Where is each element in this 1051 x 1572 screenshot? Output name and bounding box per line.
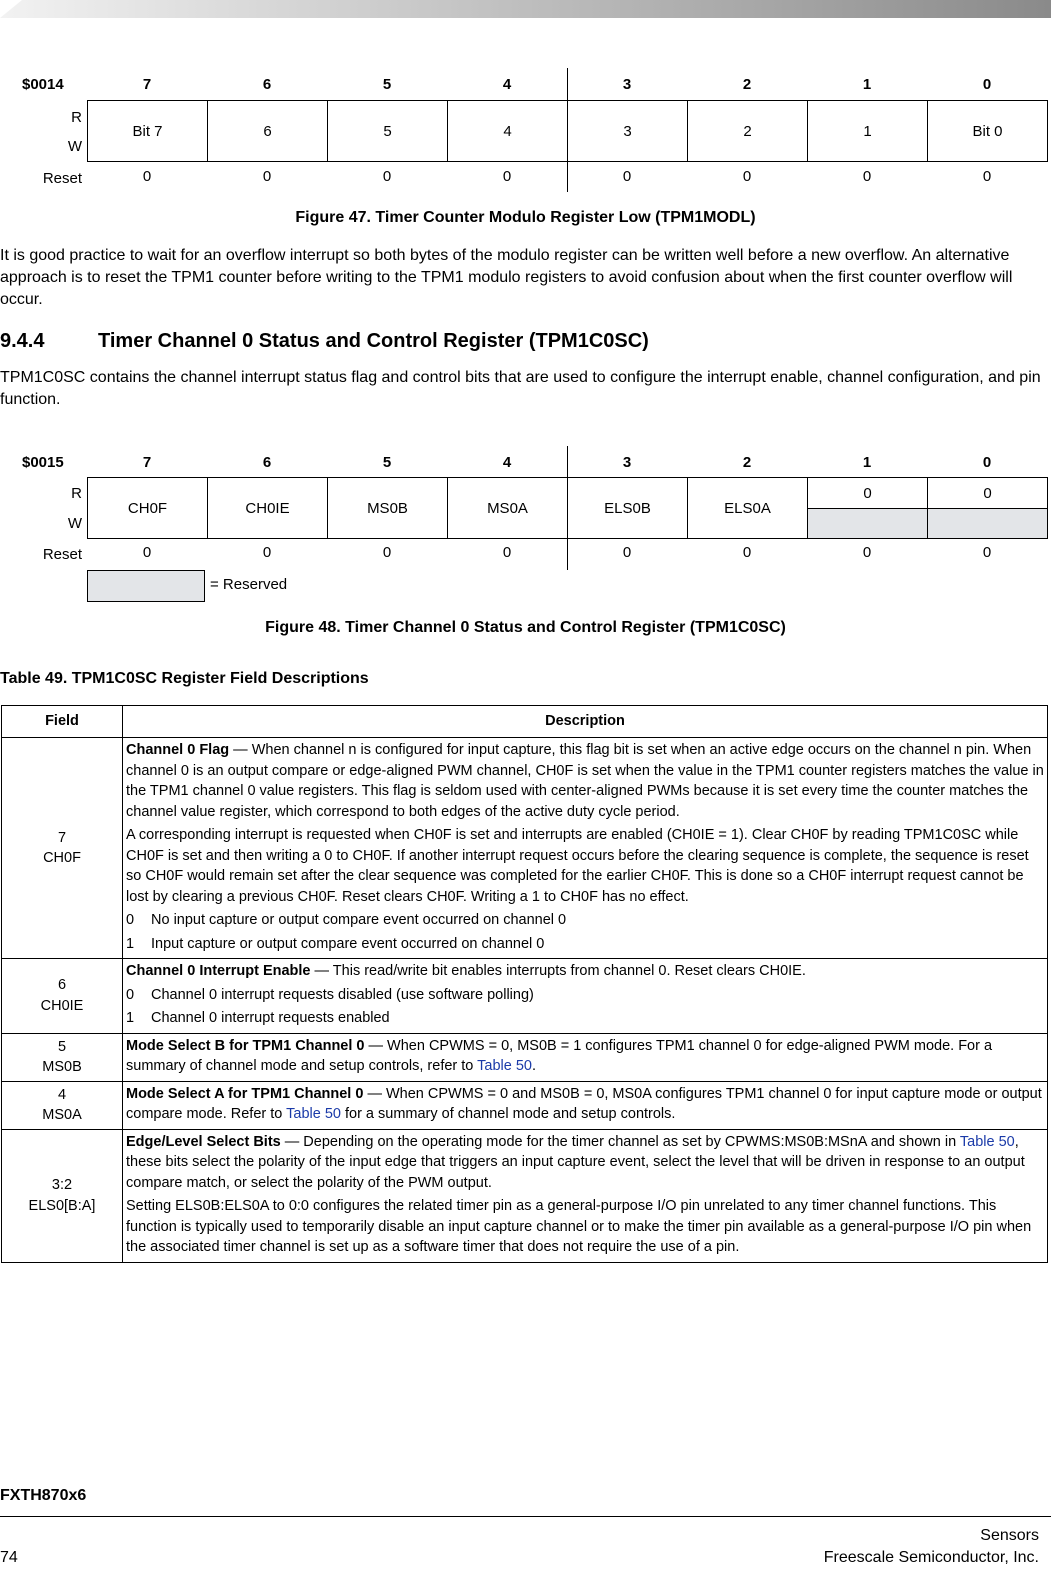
read-label: R xyxy=(71,485,82,502)
description-cell xyxy=(123,1081,1048,1129)
register-bit-read-only: 0 xyxy=(927,477,1048,509)
bit-number: 2 xyxy=(742,76,752,93)
register-bit-ms0a: MS0A xyxy=(447,477,568,539)
field-bit: 3:2 xyxy=(51,1177,73,1193)
register-bit-cell: Bit 7 xyxy=(87,100,208,162)
register-bit-cell: 1 xyxy=(807,100,928,162)
description-paragraph xyxy=(126,1084,1044,1125)
register-bit-ms0b: MS0B xyxy=(327,477,448,539)
field-name: CH0F xyxy=(43,850,81,866)
reserved-legend-label: = Reserved xyxy=(210,576,288,593)
description-cell xyxy=(123,738,1048,959)
description-text: , these bits select the polarity of the input edge that triggers an input capture event, select the level that will be driven in response to an output compare match, or select the polarity of the PWM output. xyxy=(126,1133,1025,1191)
bit-number: 1 xyxy=(862,76,872,93)
field-name: CH0IE xyxy=(40,997,84,1014)
register-bit-cell: 3 xyxy=(567,100,688,162)
field-title: Edge/Level Select Bits xyxy=(126,1133,281,1150)
body-paragraph: It is good practice to wait for an overflow interrupt so both bytes of the modulo register can be written well before a new overflow. An alternative approach is to reset the TPM1 counter before writing to the TPM1 modulo registers to avoid confusion about when the first counter overflow will occur. xyxy=(0,247,1013,308)
description-cell xyxy=(123,959,1048,1034)
reset-value: 0 xyxy=(982,544,992,561)
description-text: . xyxy=(531,1058,536,1074)
table-50-link[interactable]: Table 50 xyxy=(286,1106,341,1122)
reset-label: Reset xyxy=(42,546,82,563)
enum-item xyxy=(126,934,1044,955)
enum-key: 0 xyxy=(126,986,135,1003)
reset-value: 0 xyxy=(742,168,752,185)
footer-divider xyxy=(0,1516,1051,1517)
footer-category: Sensors xyxy=(980,1527,1039,1544)
register-bit-cell: 6 xyxy=(207,100,328,162)
enum-text: Channel 0 interrupt requests enabled xyxy=(151,1010,390,1026)
bit-number: 3 xyxy=(622,454,632,471)
description-paragraph xyxy=(126,740,1044,822)
read-label: R xyxy=(71,109,82,126)
reset-value: 0 xyxy=(262,544,272,561)
description-text: — Depending on the operating mode for the timer channel as set by CPWMS:MS0B:MSnA and shown in xyxy=(280,1133,960,1150)
section-title: Timer Channel 0 Status and Control Register (TPM1C0SC) xyxy=(98,330,649,352)
table-50-link[interactable]: Table 50 xyxy=(477,1058,532,1074)
reset-value: 0 xyxy=(742,544,752,561)
description-paragraph xyxy=(126,1132,1044,1194)
enum-text: No input capture or output compare event occurred on channel 0 xyxy=(151,912,567,928)
field-name: MS0B xyxy=(42,1059,82,1075)
header-bar xyxy=(0,0,1051,20)
reset-value: 0 xyxy=(622,544,632,561)
field-title: Mode Select A for TPM1 Channel 0 xyxy=(126,1085,364,1102)
register-bit-cell: 4 xyxy=(447,100,568,162)
field-cell xyxy=(2,738,123,959)
description-text: for a summary of channel mode and setup controls. xyxy=(340,1106,676,1122)
bit-number: 6 xyxy=(262,454,272,471)
table-50-link[interactable]: Table 50 xyxy=(959,1133,1015,1150)
table-header-row xyxy=(2,706,1048,738)
enum-text: Input capture or output compare event occurred on channel 0 xyxy=(151,935,545,952)
field-bit: 7 xyxy=(57,829,67,846)
register-bit-els0b: ELS0B xyxy=(567,477,688,539)
table-caption: Table 49. TPM1C0SC Register Field Descriptions xyxy=(0,670,369,687)
reset-value: 0 xyxy=(502,544,512,561)
enum-key: 0 xyxy=(126,912,135,928)
enum-item xyxy=(126,910,1044,931)
register-bit-ch0ie: CH0IE xyxy=(207,477,328,539)
field-bit: 4 xyxy=(57,1086,67,1103)
reset-value: 0 xyxy=(142,544,152,561)
bit-number: 6 xyxy=(262,76,272,93)
register-bit-cell: 5 xyxy=(327,100,448,162)
enum-key: 1 xyxy=(126,1010,135,1026)
table-row xyxy=(2,738,1048,959)
column-header-description: Description xyxy=(123,706,1048,738)
reset-value: 0 xyxy=(862,168,872,185)
reset-value: 0 xyxy=(502,168,512,185)
table-row xyxy=(2,1081,1048,1129)
field-name: ELS0[B:A] xyxy=(28,1197,96,1214)
bit-number: 5 xyxy=(382,76,392,93)
section-number: 9.4.4 xyxy=(0,330,45,352)
field-title: Channel 0 Interrupt Enable xyxy=(126,963,311,979)
field-cell xyxy=(2,1033,123,1081)
reset-value: 0 xyxy=(982,168,992,185)
description-paragraph xyxy=(126,961,1044,982)
document-id: FXTH870x6 xyxy=(0,1487,87,1504)
register-diagram-tpm1c0sc xyxy=(0,446,1051,606)
register-diagram-tpm1modl xyxy=(0,68,1051,198)
page-number: 74 xyxy=(0,1549,18,1566)
register-address: $0014 xyxy=(22,76,64,93)
figure-caption: Figure 48. Timer Channel 0 Status and Control Register (TPM1C0SC) xyxy=(265,619,786,636)
enum-item xyxy=(126,985,1044,1006)
description-text: — This read/write bit enables interrupts from channel 0. Reset clears CH0IE. xyxy=(310,963,806,979)
description-paragraph xyxy=(126,1036,1044,1077)
reset-value: 0 xyxy=(622,168,632,185)
field-cell xyxy=(2,1129,123,1262)
write-label: W xyxy=(67,515,82,532)
field-name: MS0A xyxy=(42,1107,82,1123)
register-bit-cell: 2 xyxy=(687,100,808,162)
description-cell xyxy=(123,1129,1048,1262)
description-text: — When channel n is configured for input capture, this flag bit is set when an active edge occurs on the channel n pin. When channel 0 is an output compare or edge-aligned PWM channel, CH0F is set when the value in the TPM1 counter registers matches the value in the TPM1 channel 0 value registers. This flag is seldom used with center-aligned PWMs because it is set every time the counter matches the channel value register, which correspond to both edges of the active duty cycle period. xyxy=(126,742,1044,820)
description-text: — When CPWMS = 0 and MS0B = 0, MS0A configures TPM1 channel 0 for input capture mode or output compare mode. Refer to xyxy=(126,1085,1042,1122)
reset-value: 0 xyxy=(382,168,392,185)
reset-value: 0 xyxy=(142,168,152,185)
reset-label: Reset xyxy=(42,170,82,187)
description-paragraph: A corresponding interrupt is requested when CH0F is set and interrupts are enabled (CH0IE = 1). Clear CH0F by reading TPM1C0SC while CH0F is set and then writing a 0 to CH0F. If another interrupt request occurs before the clearing sequence is complete, the sequence is reset so CH0F would remain set after the clear sequence was completed for the earlier CH0F. This is done so a CH0F interrupt request cannot be lost by clearing a previous CH0F. Reset clears CH0F. Writing a 1 to CH0F has no effect. xyxy=(126,827,1029,905)
field-title: Channel 0 Flag xyxy=(126,742,230,758)
field-cell xyxy=(2,959,123,1034)
footer-company: Freescale Semiconductor, Inc. xyxy=(823,1549,1039,1566)
register-address: $0015 xyxy=(22,454,64,471)
bit-number: 3 xyxy=(622,76,632,93)
field-description-table xyxy=(1,705,1048,1263)
write-label: W xyxy=(67,138,82,155)
bit-number: 1 xyxy=(862,454,872,471)
bit-number: 2 xyxy=(742,454,752,471)
reserved-bit-cell xyxy=(927,508,1048,539)
table-row xyxy=(2,1129,1048,1262)
figure-caption: Figure 47. Timer Counter Modulo Register Low (TPM1MODL) xyxy=(295,209,756,226)
description-paragraph: Setting ELS0B:ELS0A to 0:0 configures the related timer pin as a general-purpose I/O pin unrelated to any timer channel functions. This function is typically used to temporarily disable an input capture channel or to make the timer pin available as a general-purpose I/O pin when the associated timer channel is set up as a software timer that does not require the use of a pin. xyxy=(126,1198,1032,1255)
description-cell xyxy=(123,1033,1048,1081)
field-bit: 6 xyxy=(57,977,67,994)
field-title: Mode Select B for TPM1 Channel 0 xyxy=(126,1037,365,1054)
bit-number: 7 xyxy=(142,76,152,93)
column-header-field: Field xyxy=(2,706,123,738)
field-bit: 5 xyxy=(57,1038,67,1055)
register-bit-read-only: 0 xyxy=(807,477,928,509)
reserved-legend-swatch xyxy=(87,570,205,602)
table-row xyxy=(2,1033,1048,1081)
enum-key: 1 xyxy=(126,935,135,952)
section-heading xyxy=(0,330,649,353)
bit-number: 5 xyxy=(382,454,392,471)
bit-number: 4 xyxy=(502,76,512,93)
table-row xyxy=(2,959,1048,1034)
bit-number: 0 xyxy=(982,454,992,471)
body-paragraph: TPM1C0SC contains the channel interrupt status flag and control bits that are used to configure the interrupt enable, channel configuration, and pin function. xyxy=(0,369,1041,408)
enum-text: Channel 0 interrupt requests disabled (use software polling) xyxy=(151,986,534,1003)
reserved-bit-cell xyxy=(807,508,928,539)
reset-value: 0 xyxy=(262,168,272,185)
bit-number: 0 xyxy=(982,76,992,93)
bit-number: 4 xyxy=(502,454,512,471)
enum-item xyxy=(126,1008,1044,1029)
reset-value: 0 xyxy=(382,544,392,561)
register-bit-cell: Bit 0 xyxy=(927,100,1048,162)
description-text: — When CPWMS = 0, MS0B = 1 configures TPM1 channel 0 for edge-aligned PWM mode. For a summary of channel mode and setup controls, refer to xyxy=(126,1037,993,1074)
register-bit-ch0f: CH0F xyxy=(87,477,208,539)
reset-value: 0 xyxy=(862,544,872,561)
bit-number: 7 xyxy=(142,454,152,471)
register-bit-els0a: ELS0A xyxy=(687,477,808,539)
field-cell xyxy=(2,1081,123,1129)
